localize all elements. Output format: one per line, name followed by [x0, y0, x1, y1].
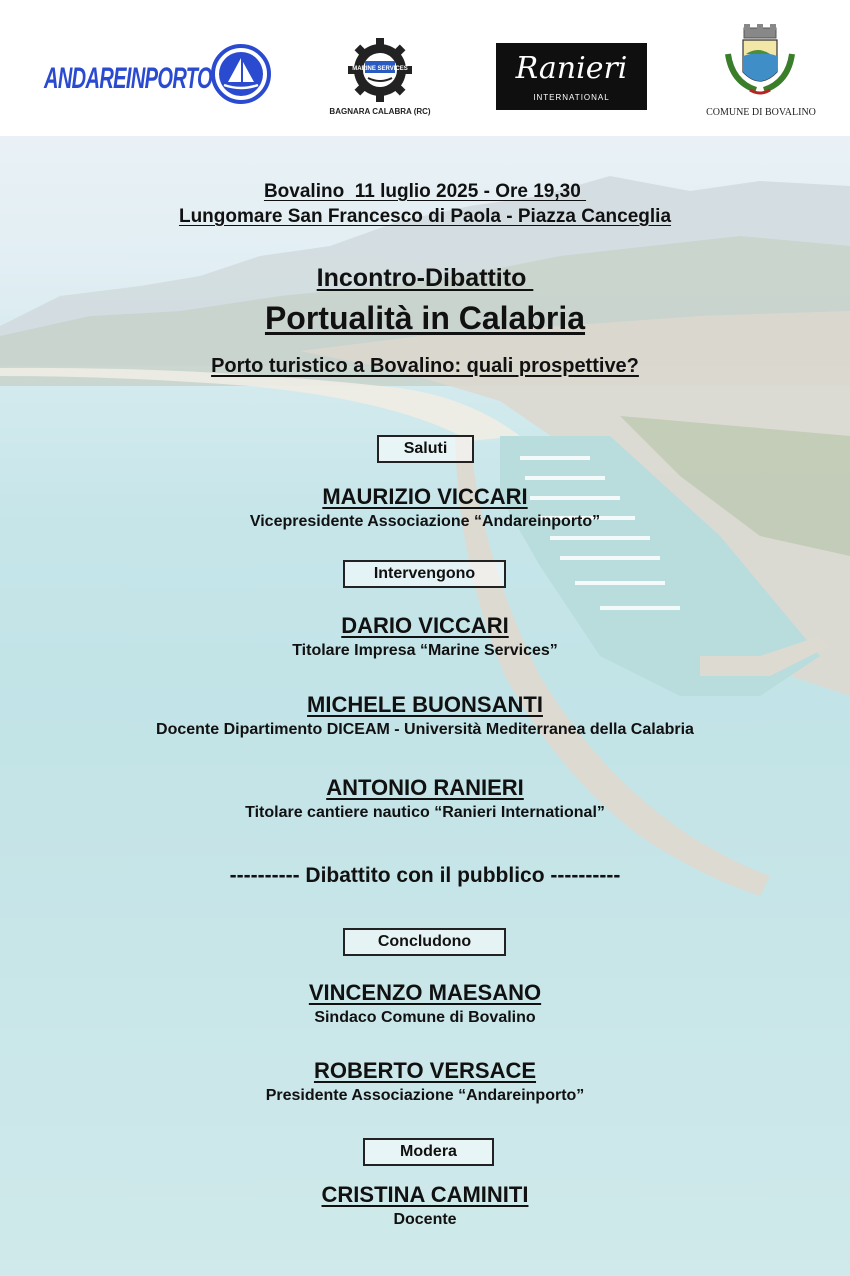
marine-services-inner-text: MARINE SERVICES	[352, 66, 408, 72]
speaker-name-vincenzo-maesano: VINCENZO MAESANO	[308, 980, 542, 1005]
speaker-role-cristina-caminiti: Docente	[393, 1211, 457, 1228]
ranieri-logo-text: Ranieri	[515, 51, 628, 86]
section-intervengono: Intervengono	[343, 560, 506, 588]
speaker-role-michele-buonsanti: Docente Dipartimento DICEAM - Università Mediterranea della Calabria	[156, 721, 694, 738]
speaker-role-dario-viccari: Titolare Impresa “Marine Services”	[292, 642, 558, 659]
speaker-role-maurizio-viccari: Vicepresidente Associazione “Andareinporto”	[249, 513, 601, 530]
event-subtitle: Porto turistico a Bovalino: quali prospettive?	[211, 355, 639, 377]
speaker-role-roberto-versace: Presidente Associazione “Andareinporto”	[265, 1087, 585, 1104]
section-concludono: Concludono	[343, 928, 506, 956]
andareinporto-logo-text: ANDAREINPORTO	[43, 62, 213, 95]
ranieri-logo-sub: INTERNATIONAL	[533, 93, 610, 102]
speaker-name-roberto-versace: ROBERTO VERSACE	[313, 1058, 537, 1083]
speaker-role-antonio-ranieri: Titolare cantiere nautico “Ranieri International”	[245, 804, 605, 821]
speaker-role-vincenzo-maesano: Sindaco Comune di Bovalino	[314, 1009, 536, 1026]
event-date: Bovalino 11 luglio 2025 - Ore 19,30	[263, 181, 587, 202]
speaker-name-maurizio-viccari: MAURIZIO VICCARI	[322, 484, 528, 509]
speaker-name-michele-buonsanti: MICHELE BUONSANTI	[307, 692, 543, 717]
event-title: Portualità in Calabria	[264, 300, 586, 336]
section-dibattito: ---------- Dibattito con il pubblico ----------	[229, 864, 621, 887]
comune-logo-text: COMUNE DI BOVALINO	[706, 107, 816, 118]
speaker-name-cristina-caminiti: CRISTINA CAMINITI	[321, 1182, 529, 1207]
section-modera: Modera	[363, 1138, 494, 1166]
event-venue: Lungomare San Francesco di Paola - Piazza Canceglia	[178, 206, 672, 227]
speaker-name-dario-viccari: DARIO VICCARI	[341, 613, 509, 638]
section-saluti: Saluti	[377, 435, 474, 463]
speaker-name-antonio-ranieri: ANTONIO RANIERI	[326, 775, 524, 800]
event-type: Incontro-Dibattito	[316, 264, 534, 292]
marine-services-caption: BAGNARA CALABRA (RC)	[329, 107, 431, 116]
